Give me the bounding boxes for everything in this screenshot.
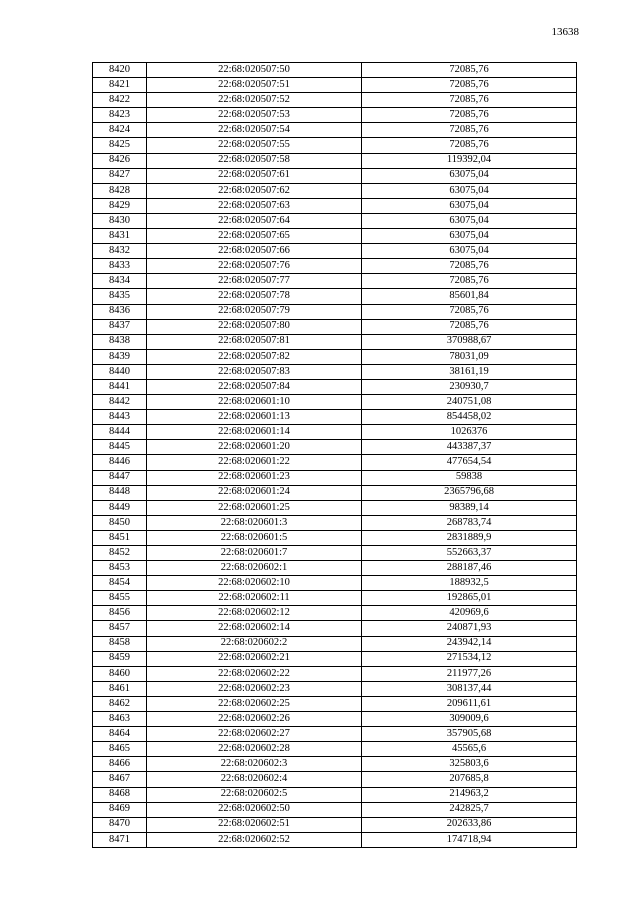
row-number-cell: 8442 xyxy=(93,395,147,410)
cadastral-number-cell: 22:68:020602:52 xyxy=(147,832,362,847)
row-number-cell: 8468 xyxy=(93,787,147,802)
value-cell: 271534,12 xyxy=(362,651,577,666)
cadastral-number-cell: 22:68:020601:22 xyxy=(147,455,362,470)
value-cell: 207685,8 xyxy=(362,772,577,787)
row-number-cell: 8470 xyxy=(93,817,147,832)
row-number-cell: 8448 xyxy=(93,485,147,500)
cadastral-number-cell: 22:68:020601:10 xyxy=(147,395,362,410)
row-number-cell: 8454 xyxy=(93,576,147,591)
cadastral-number-cell: 22:68:020507:76 xyxy=(147,259,362,274)
cadastral-number-cell: 22:68:020602:22 xyxy=(147,666,362,681)
value-cell: 552663,37 xyxy=(362,546,577,561)
table-row xyxy=(93,485,577,500)
cadastral-number-cell: 22:68:020602:5 xyxy=(147,787,362,802)
cadastral-number-cell: 22:68:020602:51 xyxy=(147,817,362,832)
cadastral-number-cell: 22:68:020602:27 xyxy=(147,727,362,742)
table-row xyxy=(93,213,577,228)
value-cell: 38161,19 xyxy=(362,364,577,379)
cadastral-number-cell: 22:68:020602:21 xyxy=(147,651,362,666)
row-number-cell: 8421 xyxy=(93,78,147,93)
value-cell: 72085,76 xyxy=(362,78,577,93)
cadastral-number-cell: 22:68:020602:2 xyxy=(147,636,362,651)
row-number-cell: 8461 xyxy=(93,681,147,696)
cadastral-number-cell: 22:68:020602:3 xyxy=(147,757,362,772)
cadastral-number-cell: 22:68:020602:12 xyxy=(147,606,362,621)
row-number-cell: 8465 xyxy=(93,742,147,757)
table-row xyxy=(93,727,577,742)
table-row xyxy=(93,289,577,304)
value-cell: 72085,76 xyxy=(362,63,577,78)
cadastral-number-cell: 22:68:020507:61 xyxy=(147,168,362,183)
row-number-cell: 8428 xyxy=(93,183,147,198)
table-row xyxy=(93,681,577,696)
cadastral-number-cell: 22:68:020507:83 xyxy=(147,364,362,379)
value-cell: 72085,76 xyxy=(362,93,577,108)
value-cell: 242825,7 xyxy=(362,802,577,817)
row-number-cell: 8422 xyxy=(93,93,147,108)
row-number-cell: 8426 xyxy=(93,153,147,168)
value-cell: 188932,5 xyxy=(362,576,577,591)
table-row xyxy=(93,183,577,198)
row-number-cell: 8435 xyxy=(93,289,147,304)
value-cell: 119392,04 xyxy=(362,153,577,168)
value-cell: 63075,04 xyxy=(362,229,577,244)
value-cell: 63075,04 xyxy=(362,213,577,228)
row-number-cell: 8436 xyxy=(93,304,147,319)
row-number-cell: 8455 xyxy=(93,591,147,606)
cadastral-number-cell: 22:68:020602:14 xyxy=(147,621,362,636)
cadastral-number-cell: 22:68:020507:63 xyxy=(147,198,362,213)
cadastral-number-cell: 22:68:020601:24 xyxy=(147,485,362,500)
table-row xyxy=(93,364,577,379)
table-row xyxy=(93,576,577,591)
value-cell: 59838 xyxy=(362,470,577,485)
row-number-cell: 8466 xyxy=(93,757,147,772)
cadastral-number-cell: 22:68:020507:82 xyxy=(147,349,362,364)
row-number-cell: 8441 xyxy=(93,379,147,394)
cadastral-number-cell: 22:68:020507:64 xyxy=(147,213,362,228)
row-number-cell: 8420 xyxy=(93,63,147,78)
row-number-cell: 8427 xyxy=(93,168,147,183)
cadastral-number-cell: 22:68:020507:79 xyxy=(147,304,362,319)
value-cell: 443387,37 xyxy=(362,440,577,455)
row-number-cell: 8423 xyxy=(93,108,147,123)
table-row xyxy=(93,817,577,832)
value-cell: 477654,54 xyxy=(362,455,577,470)
row-number-cell: 8457 xyxy=(93,621,147,636)
table-row xyxy=(93,470,577,485)
row-number-cell: 8452 xyxy=(93,546,147,561)
value-cell: 72085,76 xyxy=(362,319,577,334)
value-cell: 1026376 xyxy=(362,425,577,440)
page-number: 13638 xyxy=(551,26,579,38)
row-number-cell: 8425 xyxy=(93,138,147,153)
table-row xyxy=(93,198,577,213)
cadastral-number-cell: 22:68:020602:4 xyxy=(147,772,362,787)
value-cell: 268783,74 xyxy=(362,515,577,530)
table-row xyxy=(93,802,577,817)
cadastral-number-cell: 22:68:020507:78 xyxy=(147,289,362,304)
cadastral-number-cell: 22:68:020602:50 xyxy=(147,802,362,817)
row-number-cell: 8463 xyxy=(93,712,147,727)
row-number-cell: 8444 xyxy=(93,425,147,440)
cadastral-number-cell: 22:68:020601:13 xyxy=(147,410,362,425)
table-row xyxy=(93,274,577,289)
cadastral-number-cell: 22:68:020507:51 xyxy=(147,78,362,93)
cadastral-number-cell: 22:68:020507:52 xyxy=(147,93,362,108)
value-cell: 420969,6 xyxy=(362,606,577,621)
value-cell: 45565,6 xyxy=(362,742,577,757)
value-cell: 2365796,68 xyxy=(362,485,577,500)
value-cell: 63075,04 xyxy=(362,183,577,198)
table-row xyxy=(93,379,577,394)
cadastral-number-cell: 22:68:020507:81 xyxy=(147,334,362,349)
table-row xyxy=(93,168,577,183)
cadastral-number-cell: 22:68:020507:53 xyxy=(147,108,362,123)
cadastral-number-cell: 22:68:020507:54 xyxy=(147,123,362,138)
table-row xyxy=(93,123,577,138)
row-number-cell: 8451 xyxy=(93,530,147,545)
table-row xyxy=(93,334,577,349)
value-cell: 230930,7 xyxy=(362,379,577,394)
cadastral-number-cell: 22:68:020507:58 xyxy=(147,153,362,168)
cadastral-number-cell: 22:68:020602:28 xyxy=(147,742,362,757)
table-body xyxy=(93,63,577,848)
value-cell: 72085,76 xyxy=(362,138,577,153)
cadastral-value-table xyxy=(92,62,577,848)
value-cell: 192865,01 xyxy=(362,591,577,606)
row-number-cell: 8433 xyxy=(93,259,147,274)
row-number-cell: 8467 xyxy=(93,772,147,787)
row-number-cell: 8459 xyxy=(93,651,147,666)
value-cell: 370988,67 xyxy=(362,334,577,349)
cadastral-number-cell: 22:68:020507:55 xyxy=(147,138,362,153)
cadastral-number-cell: 22:68:020601:7 xyxy=(147,546,362,561)
table-row xyxy=(93,666,577,681)
row-number-cell: 8440 xyxy=(93,364,147,379)
table-row xyxy=(93,78,577,93)
table-row xyxy=(93,349,577,364)
value-cell: 63075,04 xyxy=(362,168,577,183)
cadastral-number-cell: 22:68:020601:25 xyxy=(147,500,362,515)
table-row xyxy=(93,244,577,259)
table-row xyxy=(93,832,577,847)
table-row xyxy=(93,500,577,515)
table-row xyxy=(93,259,577,274)
cadastral-number-cell: 22:68:020507:65 xyxy=(147,229,362,244)
row-number-cell: 8446 xyxy=(93,455,147,470)
row-number-cell: 8438 xyxy=(93,334,147,349)
table-row xyxy=(93,787,577,802)
value-cell: 98389,14 xyxy=(362,500,577,515)
value-cell: 63075,04 xyxy=(362,198,577,213)
cadastral-number-cell: 22:68:020602:10 xyxy=(147,576,362,591)
table-row xyxy=(93,455,577,470)
value-cell: 240871,93 xyxy=(362,621,577,636)
table-row xyxy=(93,515,577,530)
table-row xyxy=(93,440,577,455)
row-number-cell: 8437 xyxy=(93,319,147,334)
table-row xyxy=(93,606,577,621)
cadastral-number-cell: 22:68:020602:1 xyxy=(147,561,362,576)
cadastral-number-cell: 22:68:020507:77 xyxy=(147,274,362,289)
value-cell: 72085,76 xyxy=(362,259,577,274)
value-cell: 72085,76 xyxy=(362,123,577,138)
cadastral-number-cell: 22:68:020507:50 xyxy=(147,63,362,78)
value-cell: 63075,04 xyxy=(362,244,577,259)
value-cell: 72085,76 xyxy=(362,108,577,123)
value-cell: 214963,2 xyxy=(362,787,577,802)
table-row xyxy=(93,561,577,576)
row-number-cell: 8432 xyxy=(93,244,147,259)
table-row xyxy=(93,410,577,425)
value-cell: 85601,84 xyxy=(362,289,577,304)
cadastral-number-cell: 22:68:020601:3 xyxy=(147,515,362,530)
table-row xyxy=(93,591,577,606)
value-cell: 2831889,9 xyxy=(362,530,577,545)
row-number-cell: 8424 xyxy=(93,123,147,138)
value-cell: 78031,09 xyxy=(362,349,577,364)
cadastral-number-cell: 22:68:020602:23 xyxy=(147,681,362,696)
table-row xyxy=(93,696,577,711)
row-number-cell: 8450 xyxy=(93,515,147,530)
row-number-cell: 8458 xyxy=(93,636,147,651)
row-number-cell: 8453 xyxy=(93,561,147,576)
row-number-cell: 8430 xyxy=(93,213,147,228)
row-number-cell: 8462 xyxy=(93,696,147,711)
value-cell: 288187,46 xyxy=(362,561,577,576)
value-cell: 211977,26 xyxy=(362,666,577,681)
value-cell: 72085,76 xyxy=(362,304,577,319)
row-number-cell: 8445 xyxy=(93,440,147,455)
cadastral-number-cell: 22:68:020507:84 xyxy=(147,379,362,394)
table-row xyxy=(93,229,577,244)
cadastral-number-cell: 22:68:020601:5 xyxy=(147,530,362,545)
row-number-cell: 8439 xyxy=(93,349,147,364)
row-number-cell: 8443 xyxy=(93,410,147,425)
table-row xyxy=(93,546,577,561)
value-cell: 202633,86 xyxy=(362,817,577,832)
cadastral-number-cell: 22:68:020507:80 xyxy=(147,319,362,334)
table-row xyxy=(93,108,577,123)
table-row xyxy=(93,651,577,666)
table-row xyxy=(93,772,577,787)
table-row xyxy=(93,153,577,168)
value-cell: 209611,61 xyxy=(362,696,577,711)
value-cell: 357905,68 xyxy=(362,727,577,742)
cadastral-number-cell: 22:68:020507:66 xyxy=(147,244,362,259)
table-row xyxy=(93,712,577,727)
row-number-cell: 8447 xyxy=(93,470,147,485)
row-number-cell: 8431 xyxy=(93,229,147,244)
cadastral-number-cell: 22:68:020601:20 xyxy=(147,440,362,455)
cadastral-number-cell: 22:68:020602:26 xyxy=(147,712,362,727)
cadastral-number-cell: 22:68:020507:62 xyxy=(147,183,362,198)
table-row xyxy=(93,530,577,545)
table-row xyxy=(93,63,577,78)
table-row xyxy=(93,425,577,440)
cadastral-number-cell: 22:68:020601:23 xyxy=(147,470,362,485)
row-number-cell: 8460 xyxy=(93,666,147,681)
value-cell: 72085,76 xyxy=(362,274,577,289)
cadastral-number-cell: 22:68:020601:14 xyxy=(147,425,362,440)
value-cell: 174718,94 xyxy=(362,832,577,847)
row-number-cell: 8469 xyxy=(93,802,147,817)
table-row xyxy=(93,138,577,153)
value-cell: 243942,14 xyxy=(362,636,577,651)
row-number-cell: 8471 xyxy=(93,832,147,847)
cadastral-number-cell: 22:68:020602:11 xyxy=(147,591,362,606)
cadastral-number-cell: 22:68:020602:25 xyxy=(147,696,362,711)
row-number-cell: 8464 xyxy=(93,727,147,742)
value-cell: 309009,6 xyxy=(362,712,577,727)
row-number-cell: 8456 xyxy=(93,606,147,621)
table-row xyxy=(93,636,577,651)
table-row xyxy=(93,757,577,772)
row-number-cell: 8449 xyxy=(93,500,147,515)
value-cell: 854458,02 xyxy=(362,410,577,425)
value-cell: 240751,08 xyxy=(362,395,577,410)
table-row xyxy=(93,742,577,757)
value-cell: 308137,44 xyxy=(362,681,577,696)
row-number-cell: 8429 xyxy=(93,198,147,213)
table-row xyxy=(93,395,577,410)
row-number-cell: 8434 xyxy=(93,274,147,289)
value-cell: 325803,6 xyxy=(362,757,577,772)
table-row xyxy=(93,621,577,636)
table-row xyxy=(93,319,577,334)
table-row xyxy=(93,93,577,108)
table-row xyxy=(93,304,577,319)
